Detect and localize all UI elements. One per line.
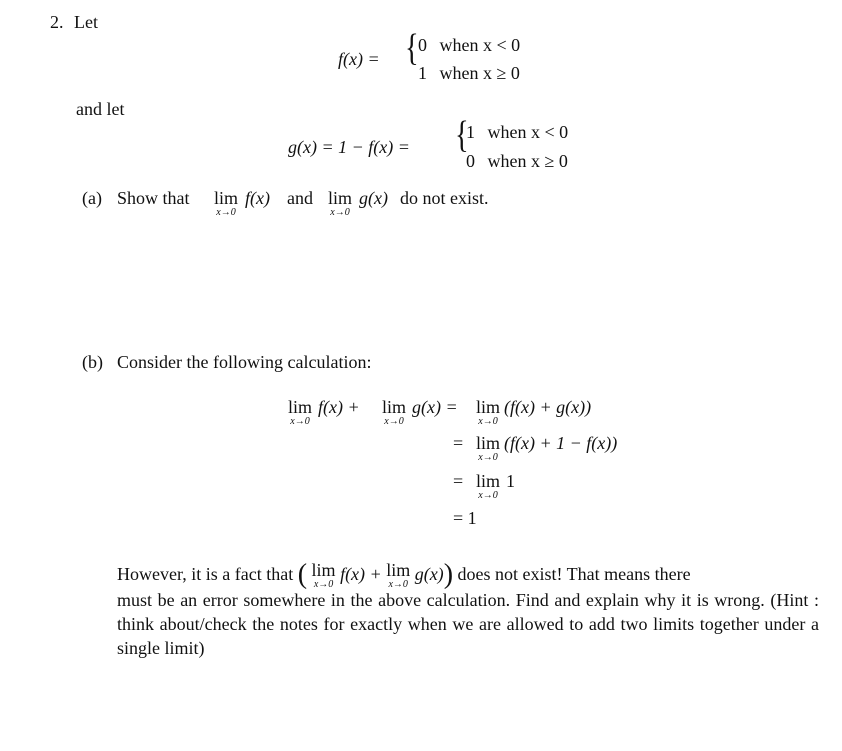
calc-line2-eq: = <box>453 433 464 453</box>
open-paren: ( <box>297 559 308 590</box>
part-a-f: f(x) <box>245 188 270 208</box>
calc-lim-5: lim x→0 <box>475 471 500 501</box>
f-brace: { <box>405 27 419 69</box>
problem-number: 2. <box>50 12 64 32</box>
para-rest: must be an error somewhere in the above calculation. Find and explain why it is wrong. (Hint : think about/check the notes for exactly when we are allowed to add two limits together under a single limit) <box>117 590 819 658</box>
calc-line1-c: (f(x) + g(x)) <box>504 397 592 417</box>
part-a-lim-g: lim x→0 <box>327 188 352 218</box>
g-lhs: g(x) = 1 − f(x) = <box>288 137 410 157</box>
calc-line4: = 1 <box>453 508 477 528</box>
part-a-and: and <box>287 188 313 208</box>
and-let-text: and let <box>76 99 125 119</box>
part-b-label: (b) <box>82 352 103 372</box>
para-lim-1: lim x→0 <box>311 560 336 590</box>
g-brace: { <box>455 114 469 156</box>
part-a-text-2: do not exist. <box>400 188 489 208</box>
calc-lim-4: lim x→0 <box>475 433 500 463</box>
calc-line1-b: g(x) = <box>412 397 458 417</box>
para-text-2: does not exist! That means there <box>457 564 691 584</box>
part-a-text-1: Show that <box>117 188 190 208</box>
close-paren: ) <box>443 559 454 590</box>
part-a-g: g(x) <box>359 188 388 208</box>
let-text: Let <box>74 12 98 32</box>
problem-header <box>50 13 98 31</box>
para-text-1: However, it is a fact that <box>117 564 294 584</box>
calc-line2-c: (f(x) + 1 − f(x)) <box>504 433 618 453</box>
calc-lim-2: lim x→0 <box>381 397 406 427</box>
f-lhs: f(x) = <box>338 49 380 69</box>
calc-line1-a: f(x) + <box>318 397 360 417</box>
part-a-label: (a) <box>82 188 102 208</box>
g-case-1: 1 when x < 0 <box>466 122 569 142</box>
g-case-2: 0 when x ≥ 0 <box>466 151 568 171</box>
calc-line3-eq: = <box>453 471 464 491</box>
para-expr-a: f(x) + <box>340 564 382 584</box>
para-line-1 <box>117 561 691 590</box>
para-lim-2: lim x→0 <box>386 560 411 590</box>
para-expr-b: g(x) <box>414 564 444 584</box>
part-a-lim-f: lim x→0 <box>213 188 238 218</box>
f-case-2: 1 when x ≥ 0 <box>418 63 520 83</box>
calc-line3-c: 1 <box>506 471 515 491</box>
f-case-1: 0 when x < 0 <box>418 35 521 55</box>
calc-lim-3: lim x→0 <box>475 397 500 427</box>
part-b-intro: Consider the following calculation: <box>117 352 372 372</box>
calc-lim-1: lim x→0 <box>287 397 312 427</box>
